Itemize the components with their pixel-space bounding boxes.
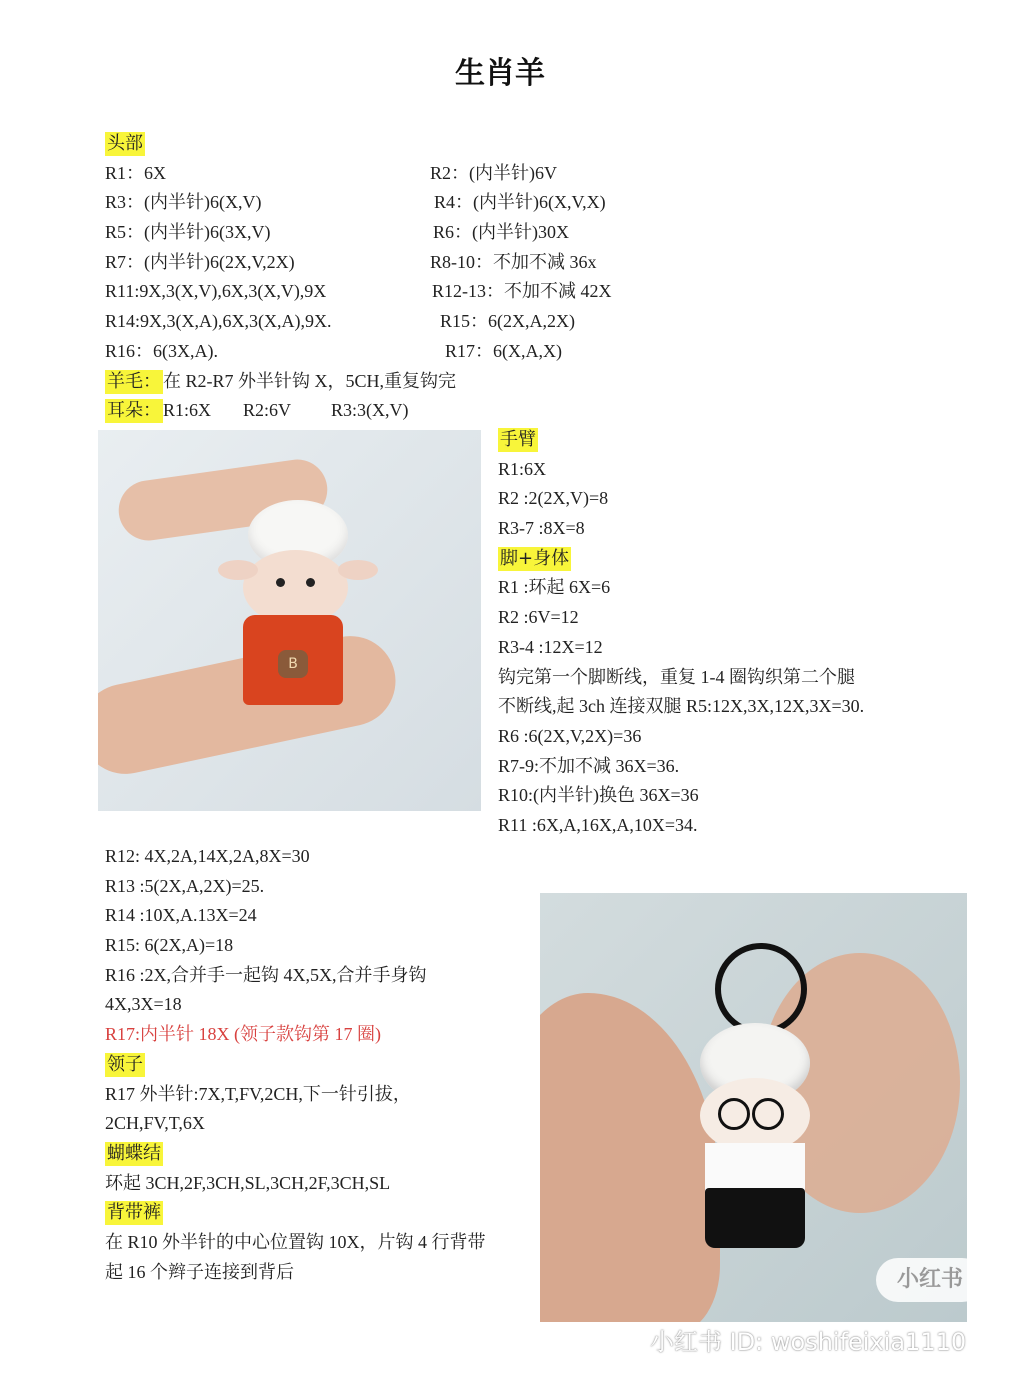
arms-line: R3-7 :8X=8: [498, 518, 585, 539]
legs-body-line: 不断线,起 3ch 连接双腿 R5:12X,3X,12X,3X=30.: [498, 696, 865, 717]
head-row: [105, 248, 612, 278]
right-column: [498, 425, 864, 841]
round-left: R14:9X,3(X,A),6X,3(X,A),9X.: [105, 311, 332, 332]
overalls-line: 起 16 个辫子连接到背后: [105, 1261, 294, 1282]
glasses-icon: [718, 1098, 750, 1130]
legs-body-line: R11 :6X,A,16X,A,10X=34.: [498, 814, 698, 835]
ears-r2: R2:6V: [243, 400, 292, 421]
legs-body-line: R1 :环起 6X=6: [498, 577, 611, 598]
bow-header: 蝴蝶结: [107, 1142, 161, 1164]
head-header: 头部: [107, 133, 143, 154]
round-left: R7：(内半针)6(2X,V,2X): [105, 251, 295, 272]
wool-text: 在 R2-R7 外半针钩 X，5CH,重复钩完: [163, 370, 457, 391]
watermark-badge: 小红书: [876, 1258, 984, 1302]
head-row: [105, 307, 612, 337]
round-left: R1：6X: [105, 162, 167, 183]
head-row: [105, 337, 612, 367]
arms-line: R1:6X: [498, 458, 547, 479]
overalls-line: 在 R10 外半针的中心位置钩 10X，片钩 4 行背带: [105, 1231, 486, 1252]
round-right: R17：6(X,A,X): [445, 340, 562, 361]
round-right: R2：(内半针)6V: [430, 162, 557, 183]
overalls-header: 背带裤: [107, 1202, 161, 1224]
collar-header: 领子: [107, 1053, 143, 1075]
round-right: R12-13：不加不减 42X: [432, 281, 612, 302]
arms-line: R2 :2(2X,V)=8: [498, 488, 609, 509]
legs-body-line: R13 :5(2X,A,2X)=25.: [105, 875, 265, 896]
legs-body-line: R6 :6(2X,V,2X)=36: [498, 725, 642, 746]
page-title: 生肖羊: [455, 56, 545, 91]
key-ring: [715, 943, 807, 1035]
ears-r3: R3:3(X,V): [331, 400, 409, 421]
round-left: R16：6(3X,A).: [105, 340, 218, 361]
r17-note: R17:内半针 18X (领子款钩第 17 圈): [105, 1024, 381, 1045]
sheep-overalls: [705, 1188, 805, 1248]
round-right: R8-10：不加不减 36x: [430, 251, 597, 272]
head-row: [105, 188, 612, 218]
head-row: [105, 218, 612, 248]
legs-body-line: 钩完第一个脚断线，重复 1-4 圈钩织第二个腿: [498, 666, 855, 687]
bow-line: 环起 3CH,2F,3CH,SL,3CH,2F,3CH,SL: [105, 1172, 391, 1193]
wool-label: 羊毛：: [107, 370, 161, 392]
arms-header: 手臂: [500, 429, 536, 450]
legs-body-header: 脚+身体: [500, 547, 570, 569]
legs-body-line: R15: 6(2X,A)=18: [105, 935, 234, 956]
head-row: [105, 277, 612, 307]
legs-body-line: R2 :6V=12: [498, 607, 579, 628]
legs-body-line: R16 :2X,合并手一起钩 4X,5X,合并手身钩: [105, 964, 427, 985]
watermark-id: 小红书 ID: woshifeixia1110: [650, 1328, 967, 1356]
round-left: R3：(内半针)6(X,V): [105, 192, 262, 213]
head-section: [105, 129, 612, 426]
round-right: R15：6(2X,A,2X): [440, 311, 575, 332]
ears-r1: R1:6X: [163, 400, 212, 421]
legs-body-line: 4X,3X=18: [105, 994, 182, 1015]
round-right: R6：(内半针)30X: [433, 222, 569, 243]
hand-palm: [540, 993, 720, 1322]
sheep-ear-left: [218, 560, 258, 580]
round-left: R11:9X,3(X,V),6X,3(X,V),9X: [105, 281, 327, 302]
collar-line: R17 外半针:7X,T,FV,2CH,下一针引拔，: [105, 1083, 411, 1104]
bottom-left-column: [105, 842, 486, 1287]
legs-body-line: R14 :10X,A.13X=24: [105, 905, 257, 926]
sheep-shirt: [705, 1143, 805, 1193]
ears-label: 耳朵：: [107, 400, 161, 422]
legs-body-line: R7-9:不加不减 36X=36.: [498, 755, 680, 776]
legs-body-line: R12: 4X,2A,14X,2A,8X=30: [105, 846, 310, 866]
sheep-ear-right: [338, 560, 378, 580]
sheep-face: [243, 550, 348, 625]
round-left: R5：(内半针)6(3X,V): [105, 222, 271, 243]
legs-body-line: R10:(内半针)换色 36X=36: [498, 785, 699, 806]
glasses-icon: [752, 1098, 784, 1130]
legs-body-line: R3-4 :12X=12: [498, 636, 603, 657]
sheep-eye: [306, 578, 315, 587]
sheep-eye: [276, 578, 285, 587]
sheep-photo-red-overalls: [98, 430, 481, 811]
collar-line: 2CH,FV,T,6X: [105, 1113, 205, 1134]
round-right: R4：(内半针)6(X,V,X): [434, 192, 606, 213]
head-row: [105, 159, 612, 189]
overalls-badge: B: [278, 650, 308, 678]
